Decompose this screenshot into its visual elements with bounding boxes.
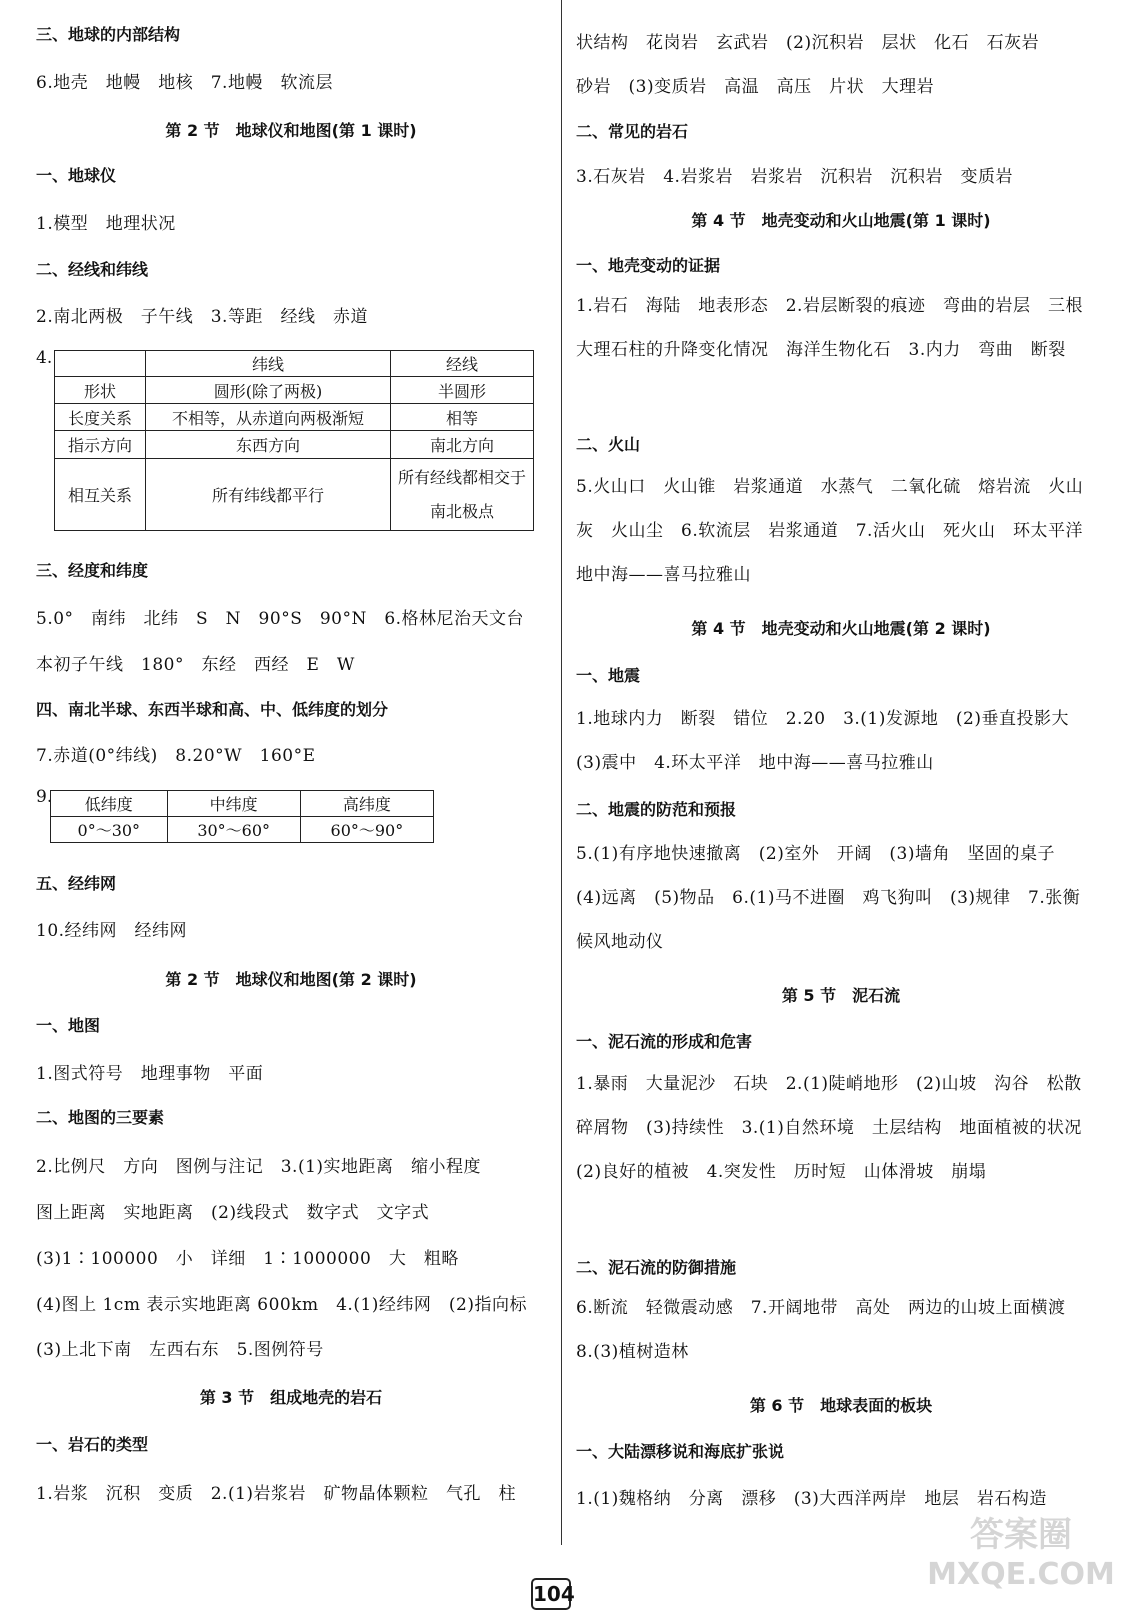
table-cell: 半圆形 — [391, 377, 534, 404]
answer-globe: 1.模型 地理状况 — [36, 214, 176, 234]
answer-common-rocks: 3.石灰岩 4.岩浆岩 岩浆岩 沉积岩 沉积岩 变质岩 — [576, 167, 1013, 187]
heading-hemispheres: 四、南北半球、东西半球和高、中、低纬度的划分 — [36, 700, 389, 719]
answer-rock-types-cont-1: 状结构 花岗岩 玄武岩 (2)沉积岩 层状 化石 石灰岩 — [576, 33, 1040, 53]
answer-earthquake: 1.地球内力 断裂 错位 2.20 3.(1)发源地 (2)垂直投影大 (3)震中 4.环太平洋 地中海——喜马拉雅山 — [576, 709, 1087, 773]
table-row — [55, 431, 534, 459]
section-title-debris-flow: 第 5 节 泥石流 — [781, 986, 901, 1005]
watermark-logo — [921, 1504, 1121, 1594]
question-9-number: 9. — [36, 787, 53, 807]
table-header-cell: 高纬度 — [300, 791, 433, 817]
heading-lines: 二、经线和纬线 — [36, 260, 149, 279]
table-header-cell: 经线 — [391, 351, 534, 377]
heading-continental-drift: 一、大陆漂移说和海底扩张说 — [576, 1442, 785, 1461]
section-title-crust-2: 第 4 节 地壳变动和火山地震(第 2 课时) — [691, 619, 991, 638]
answer-debris-defense: 6.断流 轻微震动感 7.开阔地带 高处 两边的山坡上面横渡 8.(3)植树造林 — [576, 1298, 1083, 1362]
table-cell: 所有纬线都平行 — [146, 459, 391, 531]
answer-map-elements-5: (3)上北下南 左西右东 5.图例符号 — [36, 1340, 324, 1360]
table-cell: 不相等，从赤道向两极渐短 — [146, 404, 391, 431]
watermark-text-1: 答案圈 — [970, 1515, 1072, 1555]
table-cell: 形状 — [55, 377, 146, 404]
column-divider — [561, 0, 562, 1545]
table-cell: 指示方向 — [55, 431, 146, 459]
table-header-cell: 中纬度 — [167, 791, 300, 817]
answer-map-elements-4: (4)图上 1cm 表示实地距离 600km 4.(1)经纬网 (2)指向标 — [36, 1295, 527, 1315]
heading-map: 一、地图 — [36, 1016, 101, 1035]
table-header-cell: 低纬度 — [51, 791, 168, 817]
watermark-text-2: MXQE.COM — [927, 1557, 1115, 1592]
table-lat-lon-compare — [54, 350, 534, 531]
heading-earth-structure: 三、地球的内部结构 — [36, 25, 181, 44]
answer-hemispheres: 7.赤道(0°纬线) 8.20°W 160°E — [36, 746, 316, 766]
answer-map: 1.图式符号 地理事物 平面 — [36, 1064, 264, 1084]
answer-grid: 10.经纬网 经纬网 — [36, 921, 188, 941]
heading-grid: 五、经纬网 — [36, 874, 117, 893]
section-title-crust-1: 第 4 节 地壳变动和火山地震(第 1 课时) — [691, 211, 991, 230]
heading-common-rocks: 二、常见的岩石 — [576, 122, 689, 141]
table-row — [51, 817, 434, 843]
answer-earth-structure: 6.地壳 地幔 地核 7.地幔 软流层 — [36, 73, 333, 93]
heading-earthquake: 一、地震 — [576, 666, 641, 685]
heading-debris-defense: 二、泥石流的防御措施 — [576, 1258, 737, 1277]
heading-lonlat: 三、经度和纬度 — [36, 561, 149, 580]
table-cell: 0°～30° — [51, 817, 168, 843]
page-number: 104 — [531, 1578, 571, 1610]
answer-map-elements-2: 图上距离 实地距离 (2)线段式 数字式 文字式 — [36, 1203, 430, 1223]
heading-rock-types: 一、岩石的类型 — [36, 1435, 149, 1454]
table-row — [55, 459, 534, 531]
answer-map-elements-3: (3)1∶100000 小 详细 1∶1000000 大 粗略 — [36, 1249, 459, 1269]
heading-map-elements: 二、地图的三要素 — [36, 1108, 165, 1127]
table-cell: 东西方向 — [146, 431, 391, 459]
answer-rock-types-cont-2: 砂岩 (3)变质岩 高温 高压 片状 大理岩 — [576, 77, 935, 97]
table-cell: 南北方向 — [391, 431, 534, 459]
heading-quake-prevention: 二、地震的防范和预报 — [576, 800, 737, 819]
table-row — [55, 404, 534, 431]
answer-lonlat-2: 本初子午线 180° 东经 西经 E W — [36, 655, 355, 675]
table-cell: 60°～90° — [300, 817, 433, 843]
heading-crust-evidence: 一、地壳变动的证据 — [576, 256, 721, 275]
answer-debris-formation: 1.暴雨 大量泥沙 石块 2.(1)陡峭地形 (2)山坡 沟谷 松散碎屑物 (3)持续性 3.(1)自然环境 土层结构 地面植被的状况 (2)良好的植被 4.突发性 历时短 山体滑坡 崩塌 — [576, 1074, 1100, 1182]
table-cell: 相等 — [391, 404, 534, 431]
answer-quake-prevention: 5.(1)有序地快速撤离 (2)室外 开阔 (3)墙角 坚固的桌子 (4)远离 (5)物品 6.(1)马不进圈 鸡飞狗叫 (3)规律 7.张衡 候风地动仪 — [576, 844, 1098, 952]
section-title-plates: 第 6 节 地球表面的板块 — [749, 1396, 933, 1415]
table-cell: 30°～60° — [167, 817, 300, 843]
question-4-number: 4. — [36, 348, 53, 368]
heading-debris-formation: 一、泥石流的形成和危害 — [576, 1032, 753, 1051]
answer-lines: 2.南北两极 子午线 3.等距 经线 赤道 — [36, 307, 368, 327]
answer-volcano: 5.火山口 火山锥 岩浆通道 水蒸气 二氧化硫 熔岩流 火山灰 火山尘 6.软流层 岩浆通道 7.活火山 死火山 环太平洋 地中海——喜马拉雅山 — [576, 477, 1101, 585]
answer-map-elements-1: 2.比例尺 方向 图例与注记 3.(1)实地距离 缩小程度 — [36, 1157, 482, 1177]
heading-globe: 一、地球仪 — [36, 166, 117, 185]
answer-lonlat-1: 5.0° 南纬 北纬 S N 90°S 90°N 6.格林尼治天文台 — [36, 609, 525, 629]
answer-rock-types: 1.岩浆 沉积 变质 2.(1)岩浆岩 矿物晶体颗粒 气孔 柱 — [36, 1484, 517, 1504]
heading-volcano: 二、火山 — [576, 435, 641, 454]
table-latitude-zones — [50, 790, 434, 843]
table-cell: 长度关系 — [55, 404, 146, 431]
section-title-globe-2: 第 2 节 地球仪和地图(第 2 课时) — [165, 970, 417, 989]
table-cell: 相互关系 — [55, 459, 146, 531]
table-cell: 所有经线都相交于南北极点 — [391, 459, 534, 531]
table-cell: 圆形(除了两极) — [146, 377, 391, 404]
table-header-cell — [55, 351, 146, 377]
section-title-rocks: 第 3 节 组成地壳的岩石 — [199, 1388, 383, 1407]
answer-continental-drift: 1.(1)魏格纳 分离 漂移 (3)大西洋两岸 地层 岩石构造 — [576, 1489, 1047, 1509]
section-title-globe-1: 第 2 节 地球仪和地图(第 1 课时) — [165, 121, 417, 140]
table-header-cell: 纬线 — [146, 351, 391, 377]
answer-crust-evidence: 1.岩石 海陆 地表形态 2.岩层断裂的痕迹 弯曲的岩层 三根大理石柱的升降变化情况 海洋生物化石 3.内力 弯曲 断裂 — [576, 296, 1083, 360]
table-row — [55, 377, 534, 404]
